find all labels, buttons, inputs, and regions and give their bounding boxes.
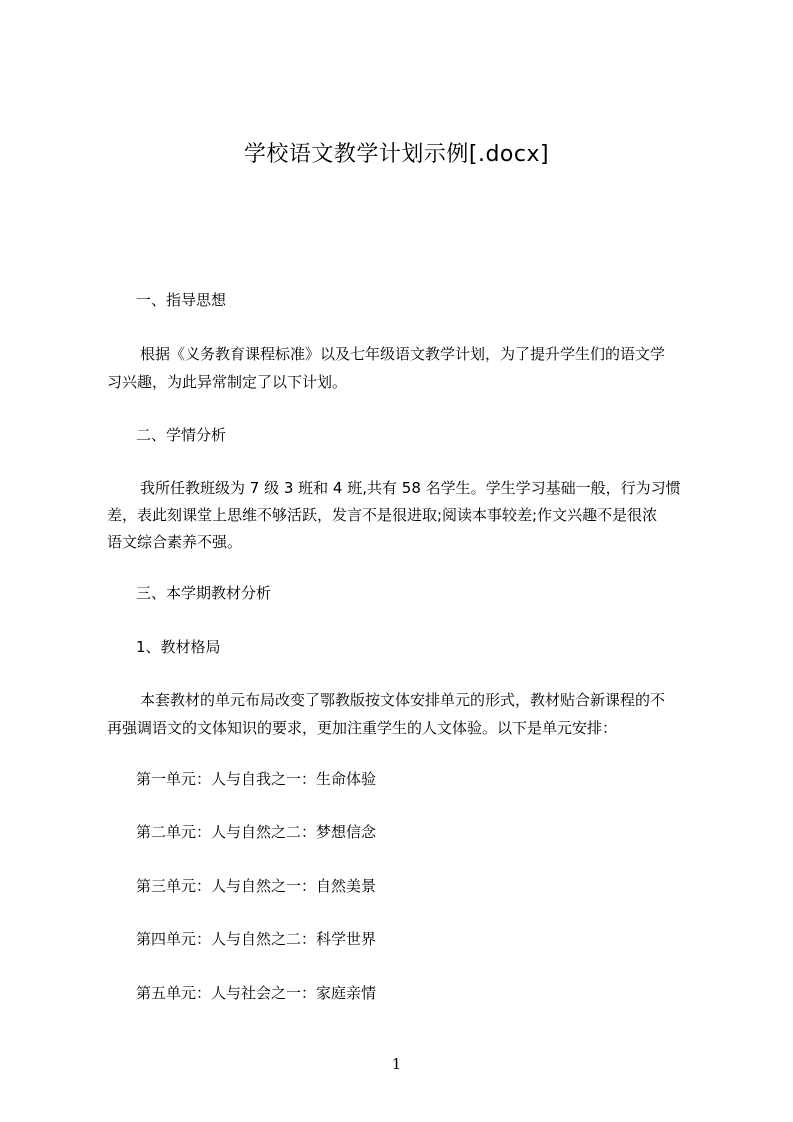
unit-item: 第五单元：人与社会之一：家庭亲情	[136, 984, 377, 1002]
unit-item: 第三单元：人与自然之一：自然美景	[136, 877, 377, 895]
paragraph-line: 语文综合素养不强。	[107, 533, 243, 551]
section-heading-analysis: 二、学情分析	[136, 426, 227, 444]
paragraph-line: 根据《义务教育课程标准》以及七年级语文教学计划，为了提升学生们的语文学	[140, 345, 666, 363]
paragraph-line: 本套教材的单元布局改变了鄂教版按文体安排单元的形式，教材贴合新课程的不	[140, 691, 666, 709]
paragraph-line: 习兴趣，为此异常制定了以下计划。	[107, 373, 348, 391]
unit-item: 第一单元：人与自我之一：生命体验	[136, 770, 377, 788]
paragraph-line: 我所任教班级为 7 级 3 班和 4 班,共有 58 名学生。学生学习基础一般，行为习惯	[140, 479, 681, 497]
unit-item: 第二单元：人与自然之二：梦想信念	[136, 823, 377, 841]
paragraph-line: 再强调语文的文体知识的要求，更加注重学生的人文体验。以下是单元安排：	[107, 719, 618, 737]
section-heading-guiding: 一、指导思想	[136, 291, 227, 309]
unit-item: 第四单元：人与自然之二：科学世界	[136, 930, 377, 948]
document-title: 学校语文教学计划示例[.docx]	[243, 142, 550, 167]
section-heading-textbook: 三、本学期教材分析	[136, 584, 272, 602]
subsection-heading-structure: 1、教材格局	[136, 638, 221, 656]
paragraph-line: 差，表此刻课堂上思维不够活跃，发言不是很进取;阅读本事较差;作文兴趣不是很浓	[107, 506, 658, 524]
page-number: 1	[391, 1055, 402, 1073]
